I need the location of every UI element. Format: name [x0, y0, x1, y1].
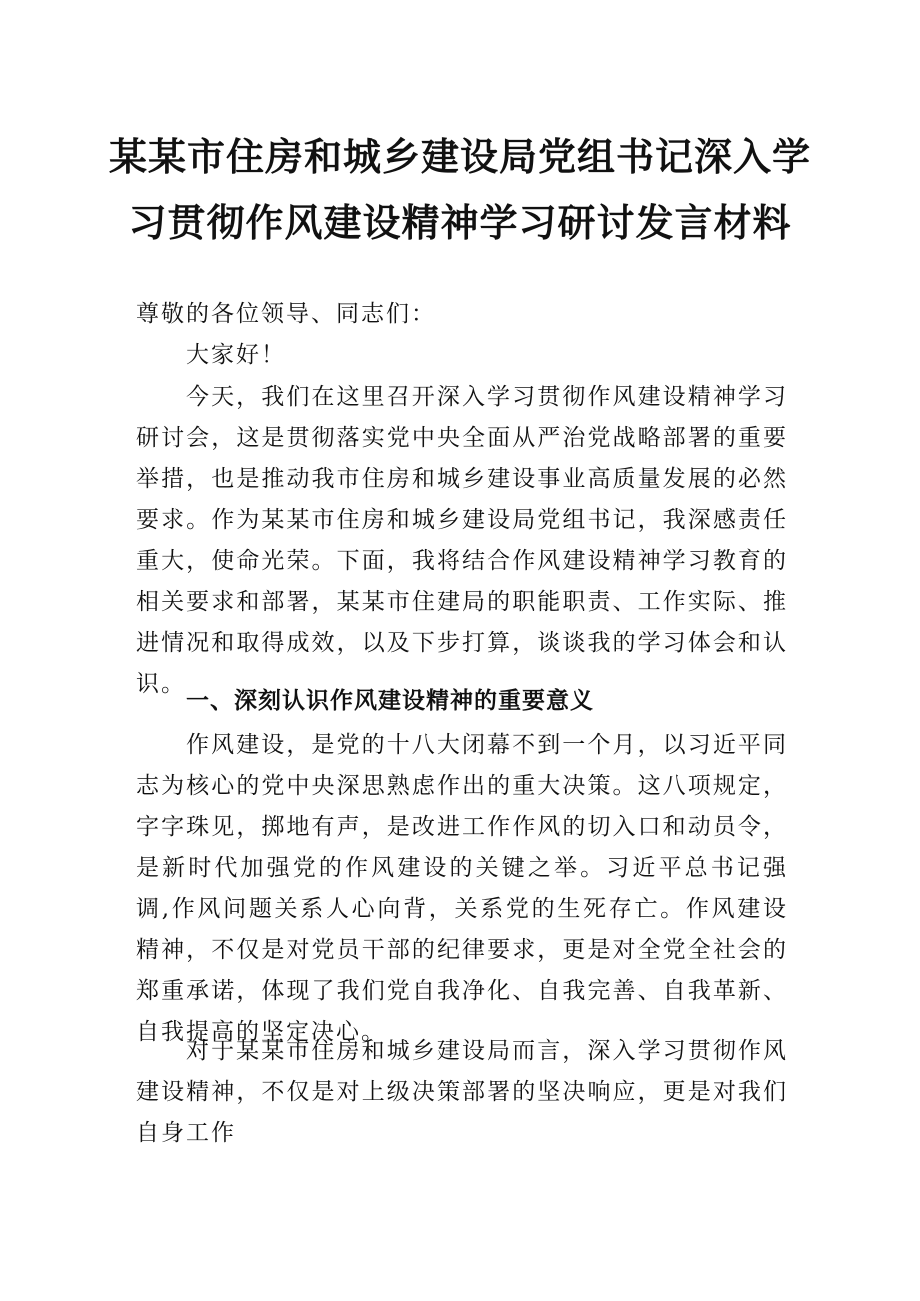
document-title-line-1: 某某市住房和城乡建设局党组书记深入学 [108, 135, 811, 179]
greeting: 大家好！ [186, 342, 286, 368]
paragraph-section-1: 作风建设，是党的十八大闭幕不到一个月，以习近平同志为核心的党中央深思熟虑作出的重大决策。这八项规定，字字珠见，掷地有声，是改进工作作风的切入口和动员令，是新时代加强党的作风建设的关键之举。习近平总书记强调,作风问题关系人心向背，关系党的生死存亡。作风建设精神，不仅是对党员干部的纪律要求，更是对全党全社会的郑重承诺，体现了我们党自我净化、自我完善、自我革新、自我提高的坚定决心。 [136, 732, 788, 1045]
paragraph-intro: 今天，我们在这里召开深入学习贯彻作风建设精神学习研讨会，这是贯彻落实党中央全面从严治党战略部署的重要举措，也是推动我市住房和城乡建设事业高质量发展的必然要求。作为某某市住房和城乡建设局党组书记，我深感责任重大，使命光荣。下面，我将结合作风建设精神学习教育的相关要求和部署，某某市住建局的职能职责、工作实际、推进情况和取得成效，以及下步打算，谈谈我的学习体会和认识。 [136, 384, 788, 697]
salutation: 尊敬的各位领导、同志们： [136, 301, 436, 327]
document-title-line-2: 习贯彻作风建设精神学习研讨发言材料 [128, 201, 792, 245]
section-heading-1: 一、深刻认识作风建设精神的重要意义 [186, 688, 594, 714]
paragraph-section-1-continued: 对于某某市住房和城乡建设局而言，深入学习贯彻作风建设精神，不仅是对上级决策部署的坚决响应，更是对我们自身工作 [136, 1038, 788, 1146]
